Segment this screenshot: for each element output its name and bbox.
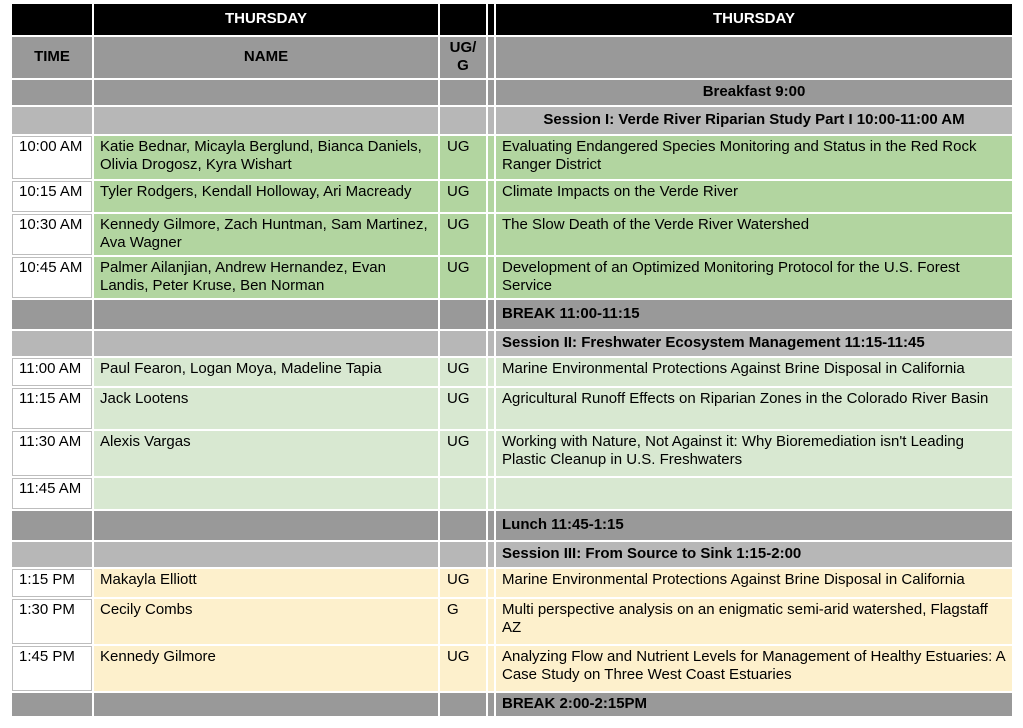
banner-level-cell	[439, 106, 487, 135]
level-cell: UG	[439, 213, 487, 256]
time-cell: 11:15 AM	[11, 387, 93, 430]
time-cell: 11:00 AM	[11, 357, 93, 387]
name-column-header: NAME	[93, 36, 439, 79]
banner-level-cell	[439, 541, 487, 568]
banner-text-cell: Session II: Freshwater Ecosystem Management 11:15-11:45	[495, 330, 1013, 357]
level-cell: UG	[439, 135, 487, 180]
time-cell: 10:15 AM	[11, 180, 93, 213]
talk-row	[11, 430, 1013, 477]
banner-time-cell	[11, 510, 93, 541]
banner-text-cell: Breakfast 9:00	[495, 79, 1013, 106]
banner-level-cell	[439, 79, 487, 106]
presenters-cell	[93, 477, 439, 510]
spacer-cell	[487, 79, 495, 106]
talk-row	[11, 477, 1013, 510]
topic-cell: Analyzing Flow and Nutrient Levels for Management of Healthy Estuaries: A Case Study on Three West Coast Estuaries	[495, 645, 1013, 692]
time-cell: 1:45 PM	[11, 645, 93, 692]
spacer-cell	[487, 357, 495, 387]
spacer-cell	[487, 299, 495, 330]
column-header-row	[11, 36, 1013, 79]
spacer-cell	[487, 477, 495, 510]
banner-level-cell	[439, 330, 487, 357]
talk-row	[11, 568, 1013, 598]
banner-name-cell	[93, 79, 439, 106]
banner-row	[11, 79, 1013, 106]
presenters-cell: Paul Fearon, Logan Moya, Madeline Tapia	[93, 357, 439, 387]
level-cell: UG	[439, 568, 487, 598]
topic-column-header	[495, 36, 1013, 79]
level-cell: UG	[439, 387, 487, 430]
spacer-cell	[487, 135, 495, 180]
level-cell	[439, 477, 487, 510]
talk-row	[11, 256, 1013, 299]
topic-cell: Climate Impacts on the Verde River	[495, 180, 1013, 213]
talk-row	[11, 357, 1013, 387]
banner-time-cell	[11, 106, 93, 135]
level-cell: UG	[439, 256, 487, 299]
banner-text-cell: Lunch 11:45-1:15	[495, 510, 1013, 541]
spacer-cell	[487, 36, 495, 79]
spacer-cell	[487, 692, 495, 717]
presenters-cell: Jack Lootens	[93, 387, 439, 430]
presenters-cell: Palmer Ailanjian, Andrew Hernandez, Evan Landis, Peter Kruse, Ben Norman	[93, 256, 439, 299]
spacer-cell	[487, 645, 495, 692]
banner-time-cell	[11, 79, 93, 106]
banner-row	[11, 106, 1013, 135]
topic-cell: The Slow Death of the Verde River Watershed	[495, 213, 1013, 256]
time-cell: 1:15 PM	[11, 568, 93, 598]
time-cell: 11:30 AM	[11, 430, 93, 477]
schedule-table	[10, 2, 1014, 718]
day-header-ugg-blank	[439, 3, 487, 36]
time-cell: 11:45 AM	[11, 477, 93, 510]
banner-text-cell: Session III: From Source to Sink 1:15-2:00	[495, 541, 1013, 568]
day-header-left: THURSDAY	[93, 3, 439, 36]
presenters-cell: Tyler Rodgers, Kendall Holloway, Ari Macready	[93, 180, 439, 213]
time-cell: 1:30 PM	[11, 598, 93, 645]
day-header-row	[11, 3, 1013, 36]
banner-name-cell	[93, 692, 439, 717]
day-header-right: THURSDAY	[495, 3, 1013, 36]
banner-row	[11, 299, 1013, 330]
banner-text-cell: Session I: Verde River Riparian Study Part I 10:00-11:00 AM	[495, 106, 1013, 135]
banner-row	[11, 330, 1013, 357]
banner-row	[11, 541, 1013, 568]
talk-row	[11, 213, 1013, 256]
banner-time-cell	[11, 330, 93, 357]
level-cell: G	[439, 598, 487, 645]
spacer-cell	[487, 330, 495, 357]
time-column-header: TIME	[11, 36, 93, 79]
spacer-cell	[487, 598, 495, 645]
level-cell: UG	[439, 430, 487, 477]
topic-cell: Working with Nature, Not Against it: Why Bioremediation isn't Leading Plastic Cleanup in U.S. Freshwaters	[495, 430, 1013, 477]
spacer-cell	[487, 510, 495, 541]
spacer-cell	[487, 180, 495, 213]
spacer-cell	[487, 568, 495, 598]
talk-row	[11, 180, 1013, 213]
banner-name-cell	[93, 106, 439, 135]
topic-cell: Agricultural Runoff Effects on Riparian Zones in the Colorado River Basin	[495, 387, 1013, 430]
presenters-cell: Alexis Vargas	[93, 430, 439, 477]
topic-cell: Evaluating Endangered Species Monitoring and Status in the Red Rock Ranger District	[495, 135, 1013, 180]
spacer-cell	[487, 256, 495, 299]
banner-time-cell	[11, 692, 93, 717]
banner-name-cell	[93, 330, 439, 357]
banner-level-cell	[439, 692, 487, 717]
banner-time-cell	[11, 541, 93, 568]
spacer-cell	[487, 213, 495, 256]
level-cell: UG	[439, 645, 487, 692]
banner-level-cell	[439, 510, 487, 541]
topic-cell: Development of an Optimized Monitoring Protocol for the U.S. Forest Service	[495, 256, 1013, 299]
talk-row	[11, 598, 1013, 645]
level-cell: UG	[439, 180, 487, 213]
banner-text-cell: BREAK 2:00-2:15PM	[495, 692, 1013, 717]
banner-name-cell	[93, 299, 439, 330]
banner-text-cell: BREAK 11:00-11:15	[495, 299, 1013, 330]
spacer-cell	[487, 387, 495, 430]
presenters-cell: Kennedy Gilmore	[93, 645, 439, 692]
topic-cell: Marine Environmental Protections Against Brine Disposal in California	[495, 357, 1013, 387]
presenters-cell: Cecily Combs	[93, 598, 439, 645]
spacer-cell	[487, 3, 495, 36]
talk-row	[11, 387, 1013, 430]
spacer-cell	[487, 106, 495, 135]
time-cell: 10:30 AM	[11, 213, 93, 256]
spacer-cell	[487, 541, 495, 568]
spacer-cell	[487, 430, 495, 477]
level-cell: UG	[439, 357, 487, 387]
banner-name-cell	[93, 510, 439, 541]
talk-row	[11, 645, 1013, 692]
presenters-cell: Makayla Elliott	[93, 568, 439, 598]
topic-cell	[495, 477, 1013, 510]
topic-cell: Marine Environmental Protections Against Brine Disposal in California	[495, 568, 1013, 598]
talk-row	[11, 135, 1013, 180]
banner-time-cell	[11, 299, 93, 330]
time-cell: 10:45 AM	[11, 256, 93, 299]
time-cell: 10:00 AM	[11, 135, 93, 180]
banner-row	[11, 510, 1013, 541]
banner-name-cell	[93, 541, 439, 568]
banner-level-cell	[439, 299, 487, 330]
banner-row	[11, 692, 1013, 717]
day-header-time-blank	[11, 3, 93, 36]
presenters-cell: Kennedy Gilmore, Zach Huntman, Sam Martinez, Ava Wagner	[93, 213, 439, 256]
topic-cell: Multi perspective analysis on an enigmatic semi-arid watershed, Flagstaff AZ	[495, 598, 1013, 645]
presenters-cell: Katie Bednar, Micayla Berglund, Bianca Daniels, Olivia Drogosz, Kyra Wishart	[93, 135, 439, 180]
ugg-column-header: UG/G	[439, 36, 487, 79]
